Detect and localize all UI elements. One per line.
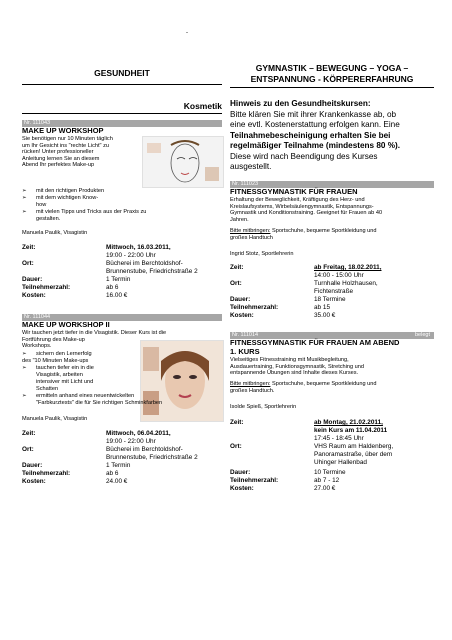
course-title: MAKE UP WORKSHOP bbox=[22, 126, 104, 135]
course-number: Nr. 111044 bbox=[24, 314, 51, 320]
course-title: FITNESSGYMNASTIK FÜR FRAUEN AM ABEND 1. KURS bbox=[230, 338, 400, 356]
course-number: Nr. 111023 bbox=[232, 181, 259, 187]
makeup-sketch-image bbox=[142, 136, 224, 188]
course-title: FITNESSGYMNASTIK FÜR FRAUEN bbox=[230, 187, 358, 196]
course-title: MAKE UP WORKSHOP II bbox=[22, 320, 110, 329]
booked-badge: belegt bbox=[415, 332, 430, 338]
bring-along-note: Bitte mitbringen: Sportschuhe, bequeme Sportkleidung und großes Handtuch. bbox=[230, 381, 377, 394]
course-description: Vielseitiges Fitnesstraining mit Musikbegleitung, Ausdauertraining, Funktionsgymnastik, Stretching und entspannende Übungen sind Inhalte dieses Kurses. bbox=[230, 357, 365, 377]
page-header-mark: - bbox=[186, 30, 188, 36]
teacher-name: Ingrid Stotz, Sportlehrerin bbox=[230, 251, 294, 257]
course-number: Nr. 111043 bbox=[24, 120, 51, 126]
course-intro: Sie benötigen nur 10 Minuten täglich um Ihr Gesicht ins "rechte Licht" zu rücken! Unter professioneller Anleitung lernen Sie an diesem Abend Ihr perfektes Make-up bbox=[22, 136, 113, 169]
divider bbox=[230, 87, 434, 88]
course-description: Erhaltung der Beweglichkeit, Kräftigung des Herz- und Kreislaufsystems, Wirbelsäulengymnastik, Entspannungs- Gymnastik und Konditionstraining. Geeignet für Frauen ab 40 Jahren. bbox=[230, 197, 383, 223]
subsection-title-kosmetik: Kosmetik bbox=[183, 101, 222, 111]
makeup-face-image bbox=[140, 340, 224, 422]
bring-along-note: Bitte mitbringen: Sportschuhe, bequeme Sportkleidung und großes Handtuch bbox=[230, 228, 377, 241]
course-intro: Wir tauchen jetzt tiefer in die Visagistik. Dieser Kurs ist die Fortführung des Make-up Workshops. bbox=[22, 330, 167, 350]
teacher-name: Manuela Paulik, Visagistin bbox=[22, 416, 88, 422]
divider bbox=[22, 84, 222, 85]
course-number: Nr. 111014 bbox=[232, 332, 259, 338]
teacher-name: Isolde Spieß, Sportlehrerin bbox=[230, 404, 297, 410]
section-title-gesundheit: GESUNDHEIT bbox=[94, 68, 150, 78]
teacher-name: Manuela Paulik, Visagistin bbox=[22, 230, 88, 236]
section-title-gymnastik: GYMNASTIK – BEWEGUNG – YOGA – ENTSPANNUNG - KÖRPERERFAHRUNG bbox=[250, 63, 414, 84]
health-course-notice: Hinweis zu den Gesundheitskursen: Bitte klären Sie mit ihrer Krankenkasse ab, ob eine evtl. Kostenerstattung erfolgen kann. Eine Teilnahmebescheinigung erhalten Sie bei regelmäßiger Teilnahme (mindestens 80 %). Diese wird nach Beendigung des Kurses ausgestellt. bbox=[230, 99, 401, 171]
divider bbox=[22, 113, 222, 114]
